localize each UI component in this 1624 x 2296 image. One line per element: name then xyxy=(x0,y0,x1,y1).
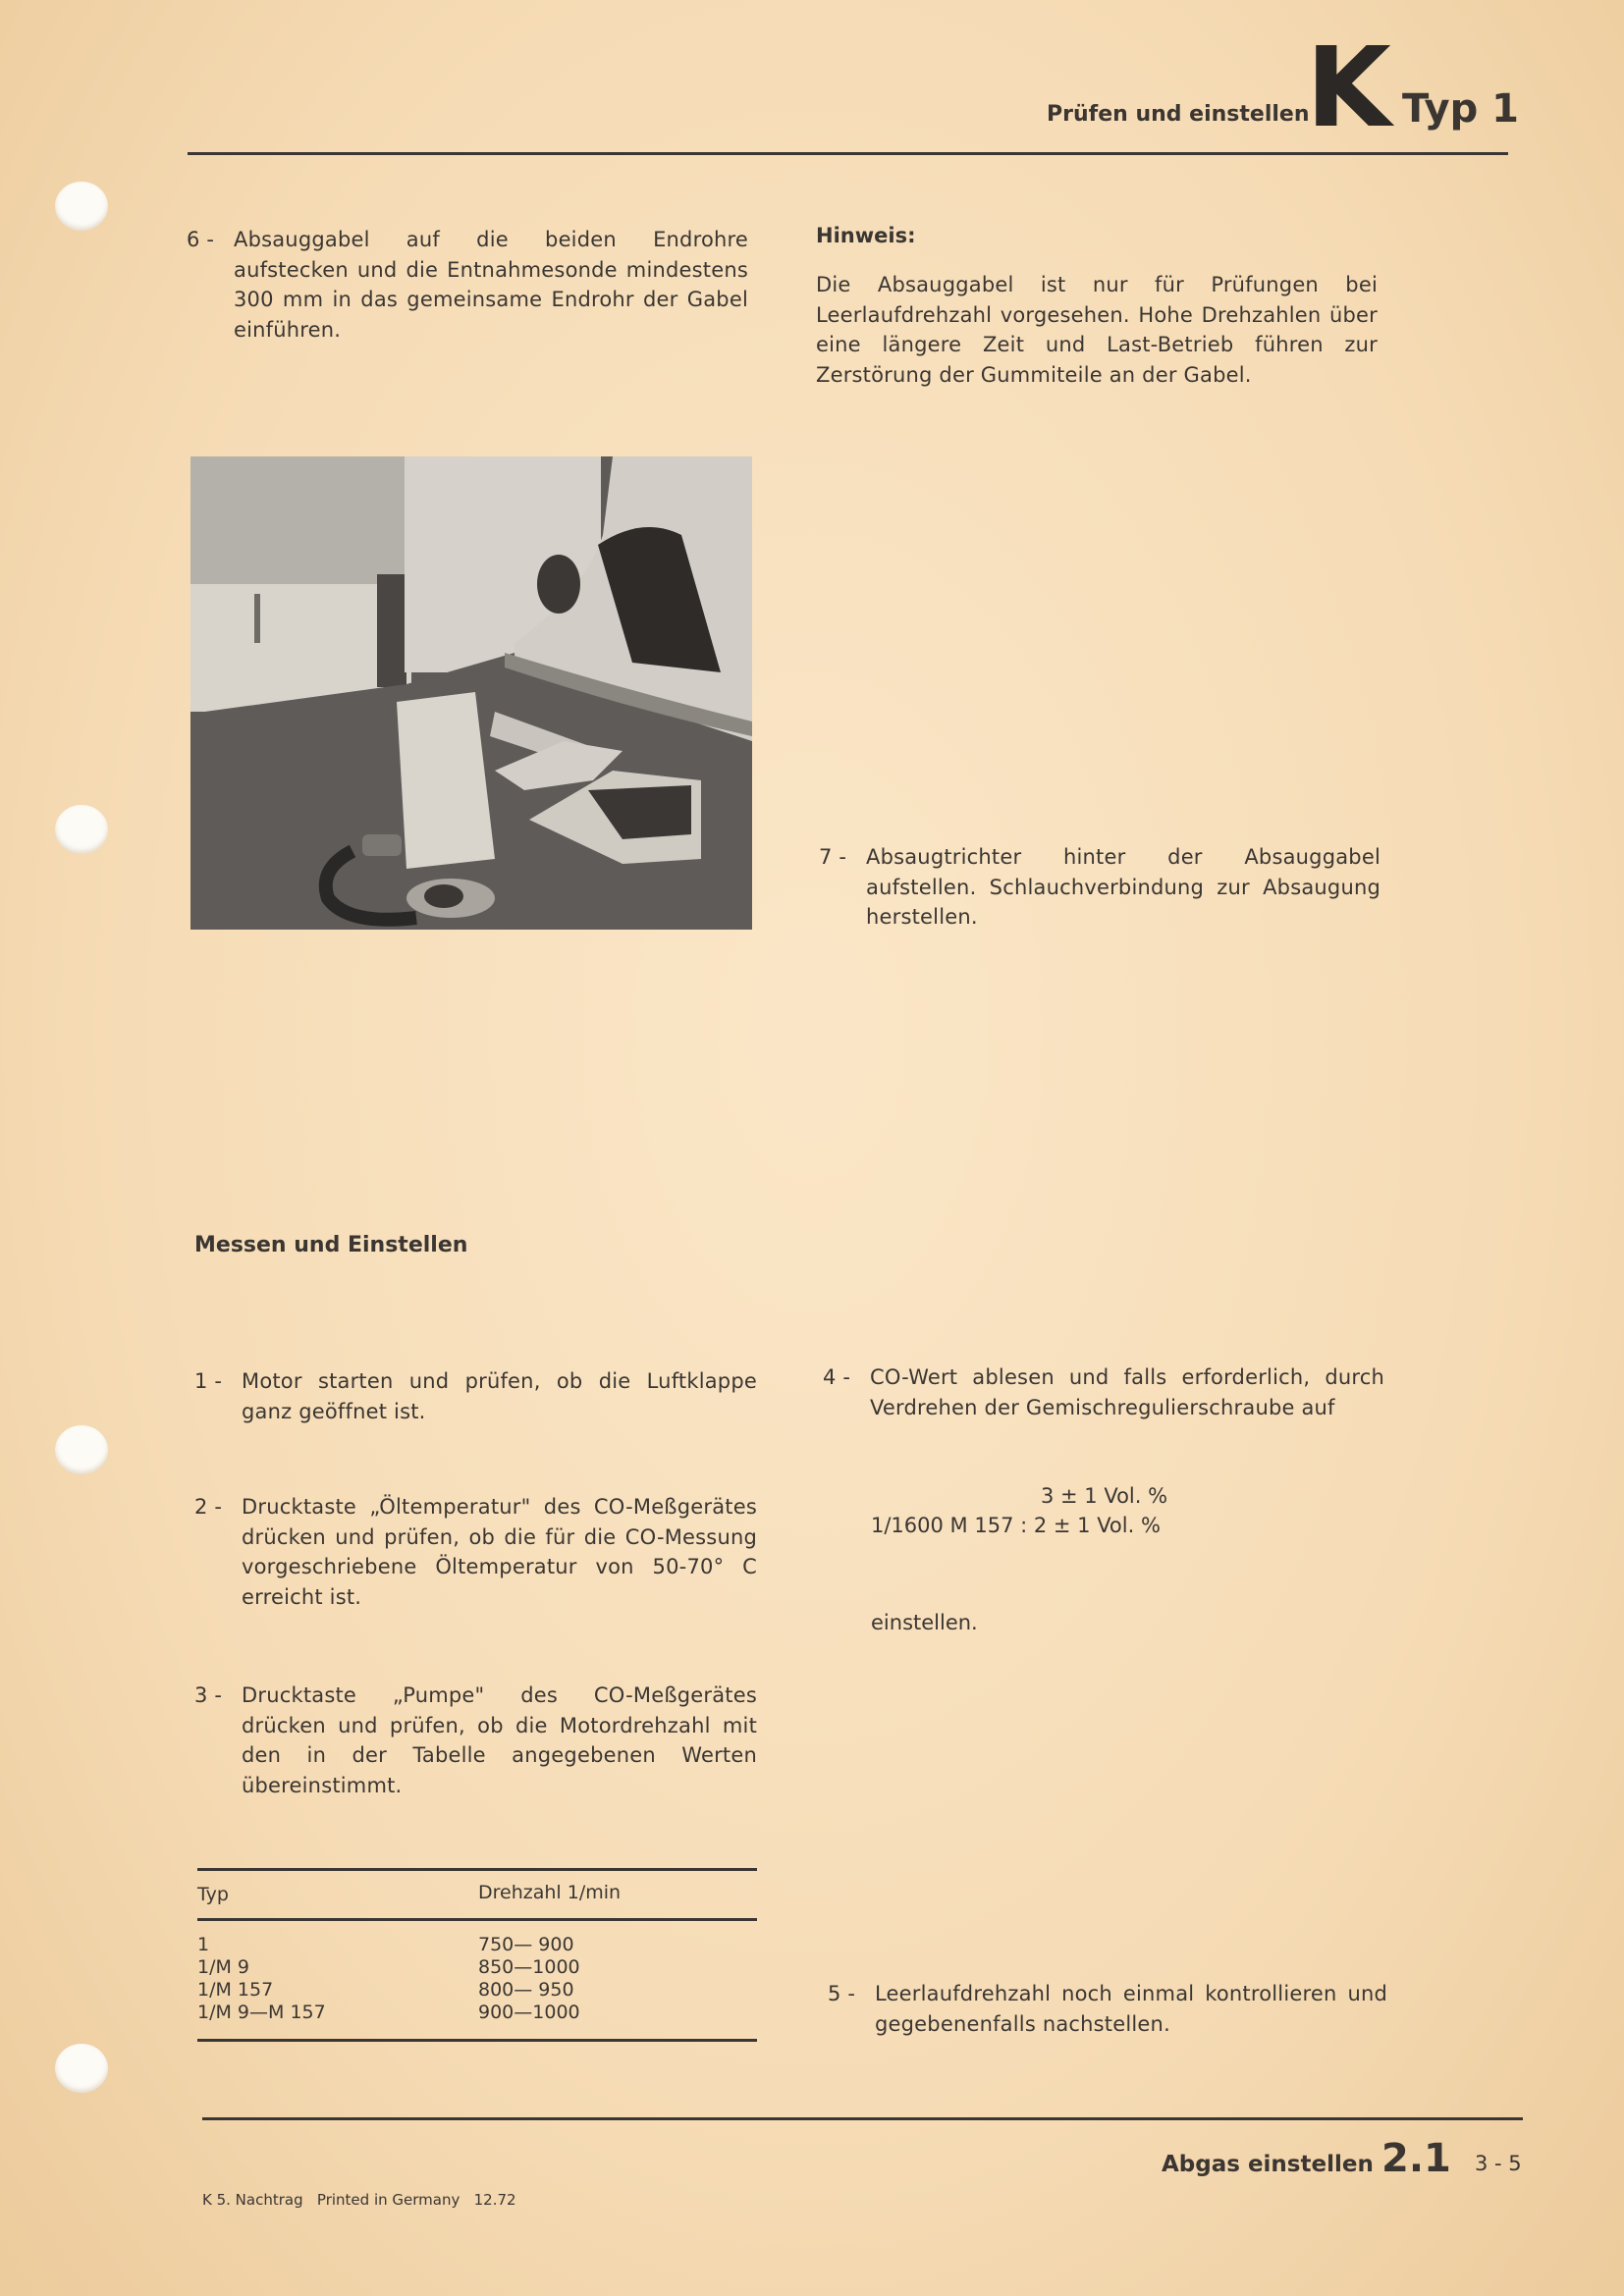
punch-hole xyxy=(55,182,108,231)
cell-typ: 1/M 9 xyxy=(197,1956,250,1978)
step-number: 4 - xyxy=(823,1365,851,1389)
header-rule xyxy=(188,152,1508,155)
note-text: Die Absauggabel ist nur für Prüfungen bei Leerlaufdrehzahl vorgesehen. Hohe Drehzahlen über eine längere Zeit und Last-Betrieb führen zur Zerstörung der Gummiteile an der Gabel. xyxy=(816,273,1378,387)
cell-typ: 1/M 9—M 157 xyxy=(197,2002,326,2023)
table-bottom-rule xyxy=(197,2039,757,2042)
footer-chapter: 2.1 xyxy=(1381,2136,1451,2181)
cell-rpm: 850—1000 xyxy=(478,1956,580,1978)
step-text: CO-Wert ablesen und falls erforderlich, durch Verdrehen der Gemischregulierschraube auf xyxy=(870,1365,1384,1419)
cell-rpm: 800— 950 xyxy=(478,1979,574,2001)
header-letter: K xyxy=(1306,25,1391,152)
cell-rpm: 900—1000 xyxy=(478,2002,580,2023)
co-value-m157: 1/1600 M 157 : 2 ± 1 Vol. % xyxy=(871,1514,1161,1537)
step-number: 1 - xyxy=(194,1369,223,1393)
step-number: 3 - xyxy=(194,1683,223,1707)
step-number: 7 - xyxy=(819,845,847,869)
step-text: Motor starten und prüfen, ob die Luftklappe ganz geöffnet ist. xyxy=(242,1369,757,1423)
rpm-table xyxy=(197,1934,590,2024)
table-header-rule xyxy=(197,1918,757,1921)
step-number: 6 - xyxy=(187,228,215,251)
step-4 xyxy=(823,1362,1384,1422)
punch-hole xyxy=(55,1425,108,1474)
cell-typ: 1 xyxy=(197,1934,210,1955)
step-number: 5 - xyxy=(828,1982,856,2005)
cell-typ: 1/M 157 xyxy=(197,1979,274,2001)
punch-hole xyxy=(55,2044,108,2093)
punch-hole xyxy=(55,805,108,854)
table-row xyxy=(197,1934,590,1956)
table-top-rule xyxy=(197,1868,757,1871)
step-text: Drucktaste „Öltemperatur" des CO-Meßgerätes drücken und prüfen, ob die für die CO-Messung vorgeschriebene Öltemperatur von 50-70° C erreicht ist. xyxy=(242,1495,757,1609)
section-title: Messen und Einstellen xyxy=(194,1233,468,1257)
step-6 xyxy=(187,225,748,345)
step-number: 2 - xyxy=(194,1495,223,1519)
table-row xyxy=(197,1979,590,2002)
note-title: Hinweis: xyxy=(816,224,916,247)
step-3 xyxy=(194,1681,757,1800)
step-text: Absauggabel auf die beiden Endrohre aufstecken und die Entnahmesonde mindestens 300 mm in das gemeinsame Endrohr der Gabel einführen. xyxy=(234,228,748,342)
table-row xyxy=(197,1956,590,1979)
table-header-drehzahl: Drehzahl 1/min xyxy=(478,1882,622,1903)
step-text: Leerlaufdrehzahl noch einmal kontrollieren und gegebenenfalls nachstellen. xyxy=(875,1982,1387,2036)
table-row xyxy=(197,2002,590,2024)
step-1 xyxy=(194,1366,757,1426)
step-2 xyxy=(194,1492,757,1612)
step-text: Absaugtrichter hinter der Absauggabel aufstellen. Schlauchverbindung zur Absaugung herstellen. xyxy=(866,845,1380,929)
photo-exhaust-setup xyxy=(190,456,752,930)
table-header-typ: Typ xyxy=(197,1884,229,1905)
footer-title: Abgas einstellen xyxy=(1162,2152,1374,2177)
footer-rule xyxy=(202,2117,1523,2120)
header-section-title: Prüfen und einstellen xyxy=(1047,102,1310,127)
footer-page: 3 - 5 xyxy=(1475,2152,1522,2175)
co-value-standard: 3 ± 1 Vol. % xyxy=(1041,1484,1168,1508)
header-type: Typ 1 xyxy=(1402,86,1520,132)
footer-print-info: K 5. Nachtrag Printed in Germany 12.72 xyxy=(202,2191,516,2209)
cell-rpm: 750— 900 xyxy=(478,1934,574,1955)
step-5 xyxy=(828,1979,1387,2039)
step-text: Drucktaste „Pumpe" des CO-Meßgerätes drücken und prüfen, ob die Motordrehzahl mit den in der Tabelle angegebenen Werten übereinstimmt. xyxy=(242,1683,757,1797)
step-7 xyxy=(819,842,1380,933)
co-value-suffix: einstellen. xyxy=(871,1611,978,1634)
